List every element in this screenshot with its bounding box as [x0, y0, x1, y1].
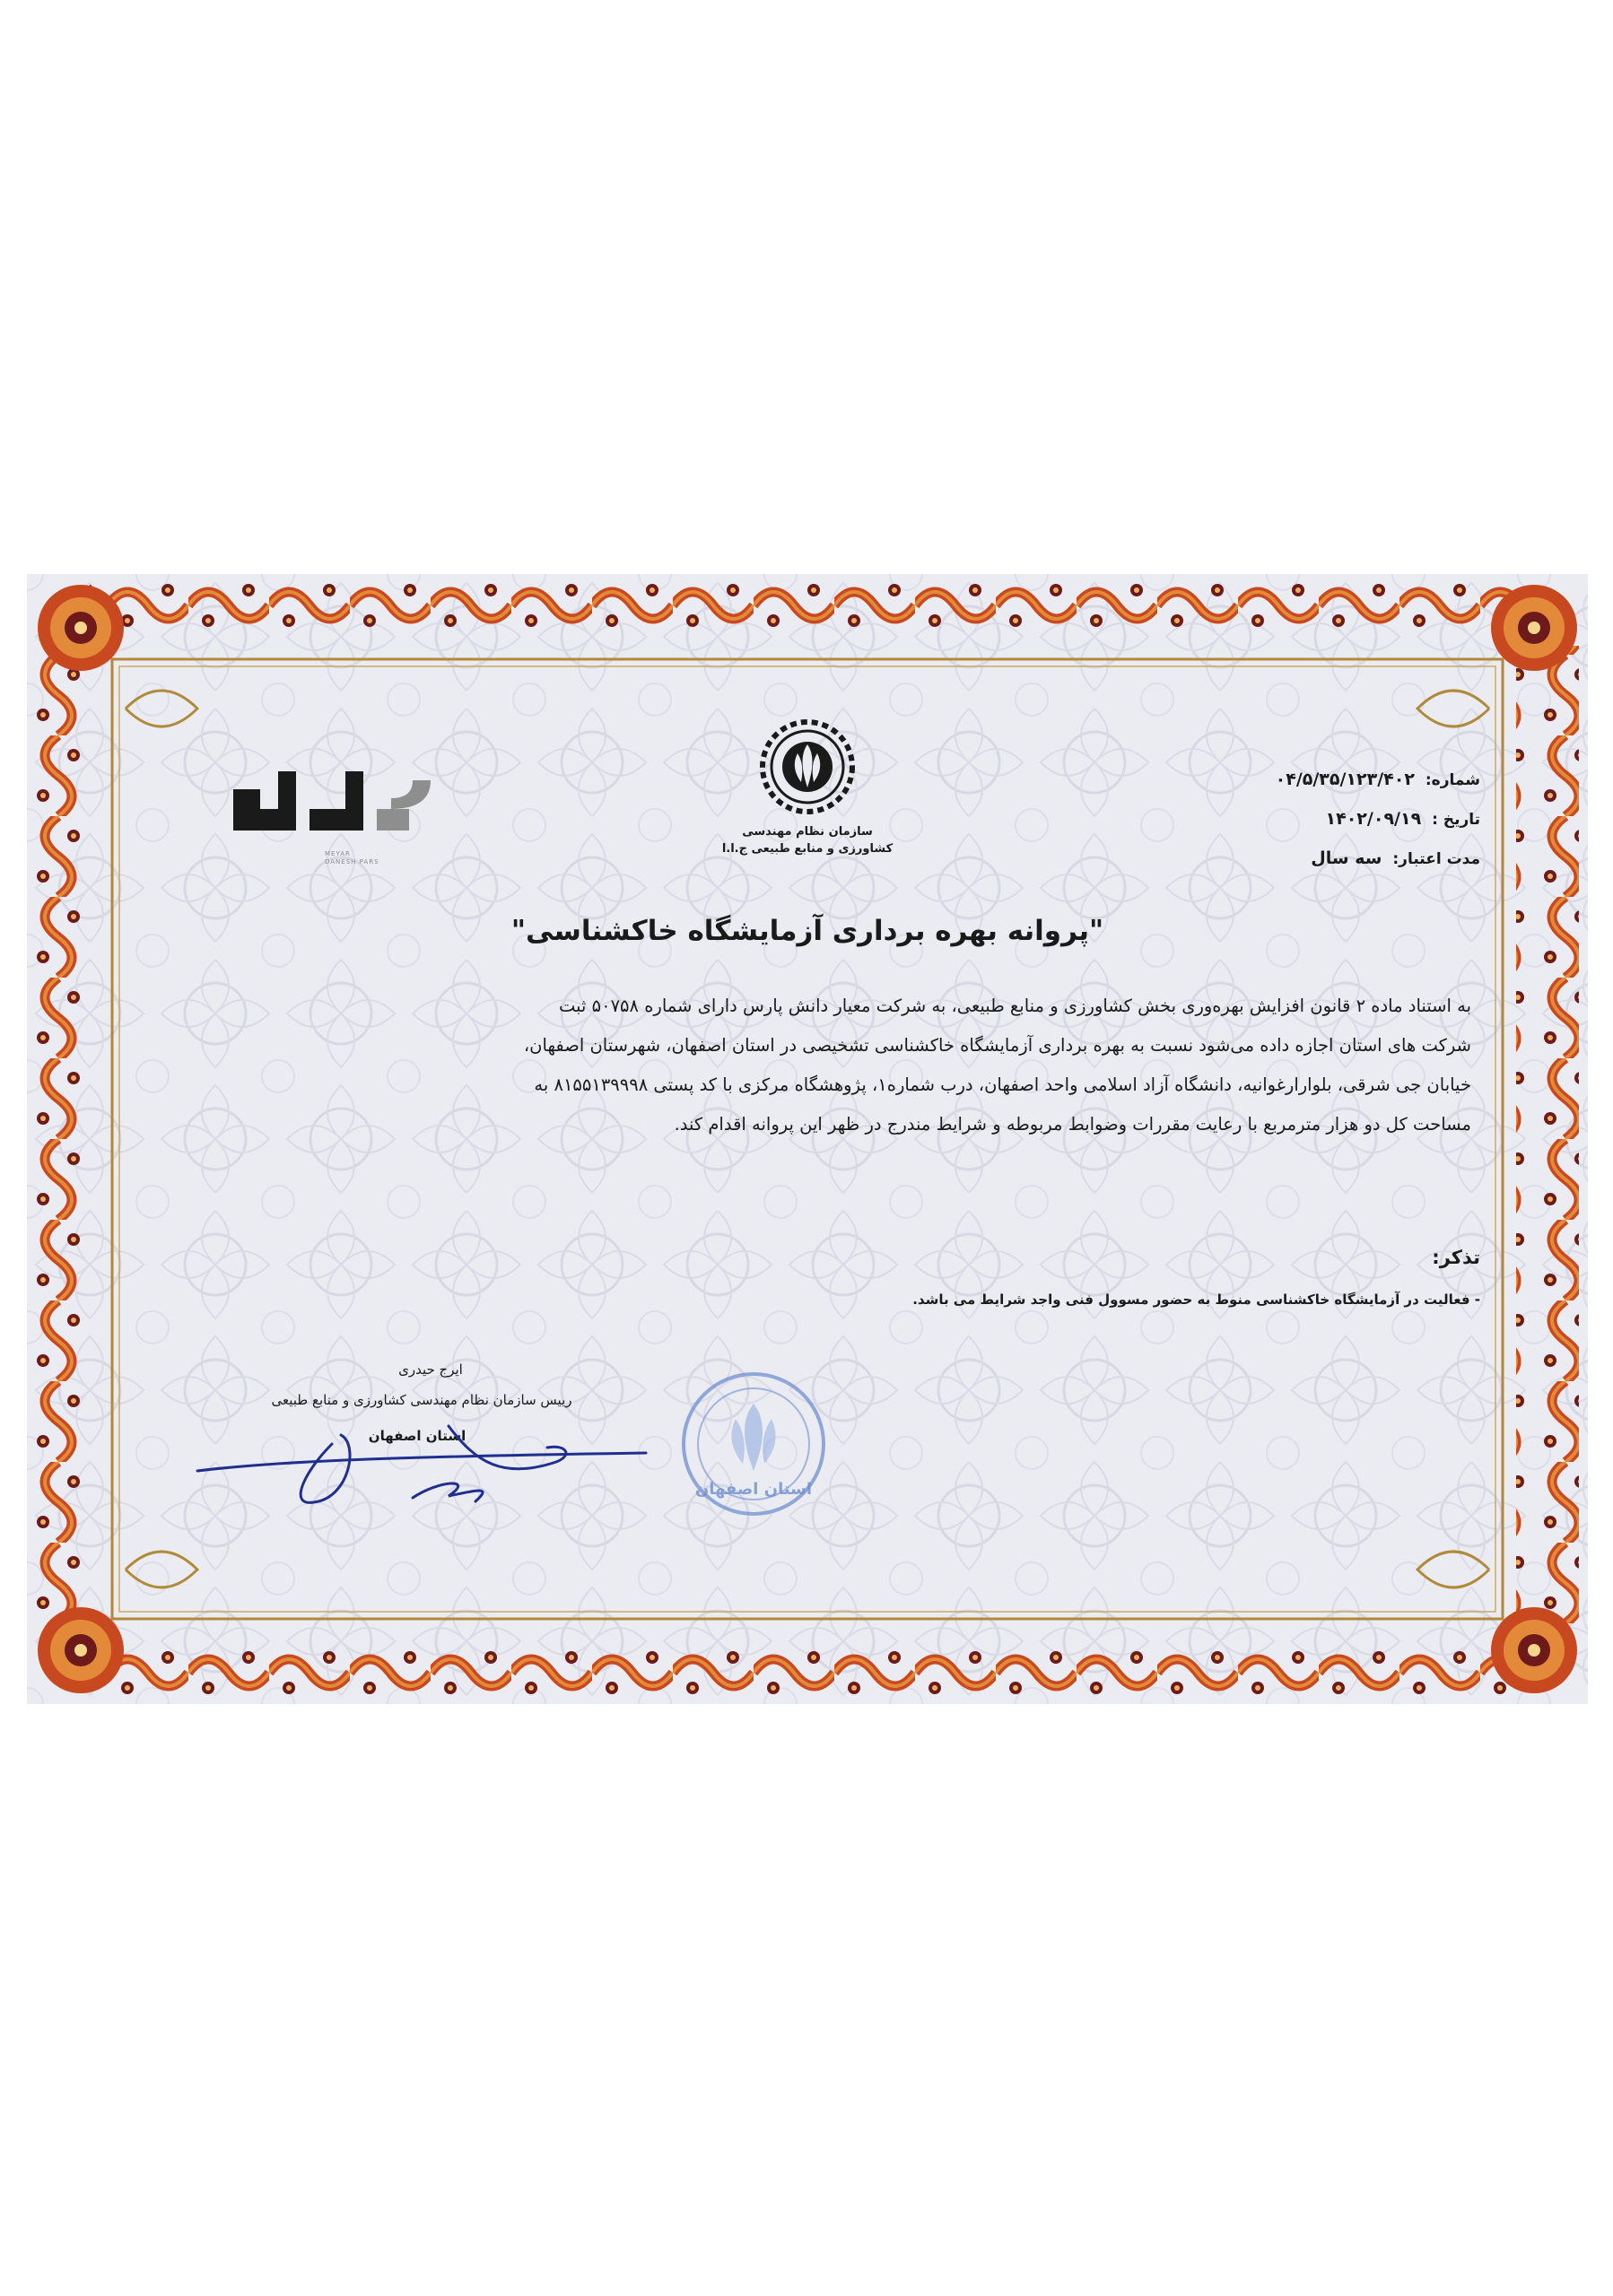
- number-label: شماره:: [1425, 771, 1480, 789]
- certificate-sheet: [27, 574, 1588, 1704]
- handwritten-signature: [179, 1408, 682, 1516]
- brand-sub-line2: DANESH PARS: [325, 858, 379, 865]
- certificate-title: "پروانه بهره برداری آزمایشگاه خاکشناسی": [510, 915, 1104, 947]
- body-line: مساحت کل دو هزار مترمربع با رعایت مقررات وضوابط مربوطه و شرایط مندرج در ظهر این پروانه اقدام کند.: [674, 1114, 1471, 1135]
- signatory-role: رییس سازمان نظام مهندسی کشاورزی و منابع طبیعی: [271, 1392, 572, 1408]
- issuer-caption: [709, 823, 906, 857]
- validity-line: [1311, 848, 1480, 868]
- issuer-caption-line2: کشاورزی و منابع طبیعی ج.ا.ا: [721, 842, 894, 856]
- body-line: شرکت های استان اجازه داده می‌شود نسبت به بهره برداری آزمایشگاه خاکشناسی تشخیصی در استان اصفهان، شهرستان اصفهان،: [523, 1035, 1471, 1056]
- date-value: ۱۴۰۲/۰۹/۱۹: [1325, 809, 1422, 829]
- brand-sub-line1: MEYAR: [325, 850, 351, 857]
- wheat-gear-emblem-icon: [758, 718, 857, 816]
- number-line: [1276, 770, 1480, 789]
- validity-value: سه سال: [1311, 848, 1382, 868]
- stamp-text: استان اصفهان: [694, 1480, 813, 1499]
- date-label: تاریخ :: [1432, 811, 1480, 829]
- signatory-name: ایرج حیدری: [398, 1361, 463, 1378]
- certificate-body: [126, 987, 1471, 1144]
- body-line: خیابان جی شرقی، بلوارارغوانیه، دانشگاه آزاد اسلامی واحد اصفهان، درب شماره۱، پژوهشگاه مرکزی با کد پستی ۸۱۵۵۱۳۹۹۹۸ به: [534, 1074, 1471, 1095]
- issuer-caption-line1: سازمان نظام مهندسی: [742, 825, 873, 839]
- body-line: به استناد ماده ۲ قانون افزایش بهره‌وری بخش کشاورزی و منابع طبیعی، به شرکت معیار دانش پارس دارای شماره ۵۰۷۵۸ ثبت: [558, 996, 1471, 1016]
- official-stamp-icon: [673, 1363, 834, 1525]
- meyar-logo-icon: [224, 762, 440, 843]
- date-line: [1326, 809, 1480, 829]
- brand-subtitle: [325, 850, 379, 866]
- validity-label: مدت اعتبار:: [1392, 850, 1480, 868]
- note-heading: تذکر:: [1432, 1247, 1480, 1268]
- number-value: ۰۴/۵/۳۵/۱۲۳/۴۰۲: [1275, 770, 1415, 789]
- note-item: - فعالیت در آزمایشگاه خاکشناسی منوط به حضور مسوول فنی واجد شرایط می باشد.: [912, 1292, 1480, 1308]
- signatory-province: استان اصفهان: [368, 1428, 466, 1444]
